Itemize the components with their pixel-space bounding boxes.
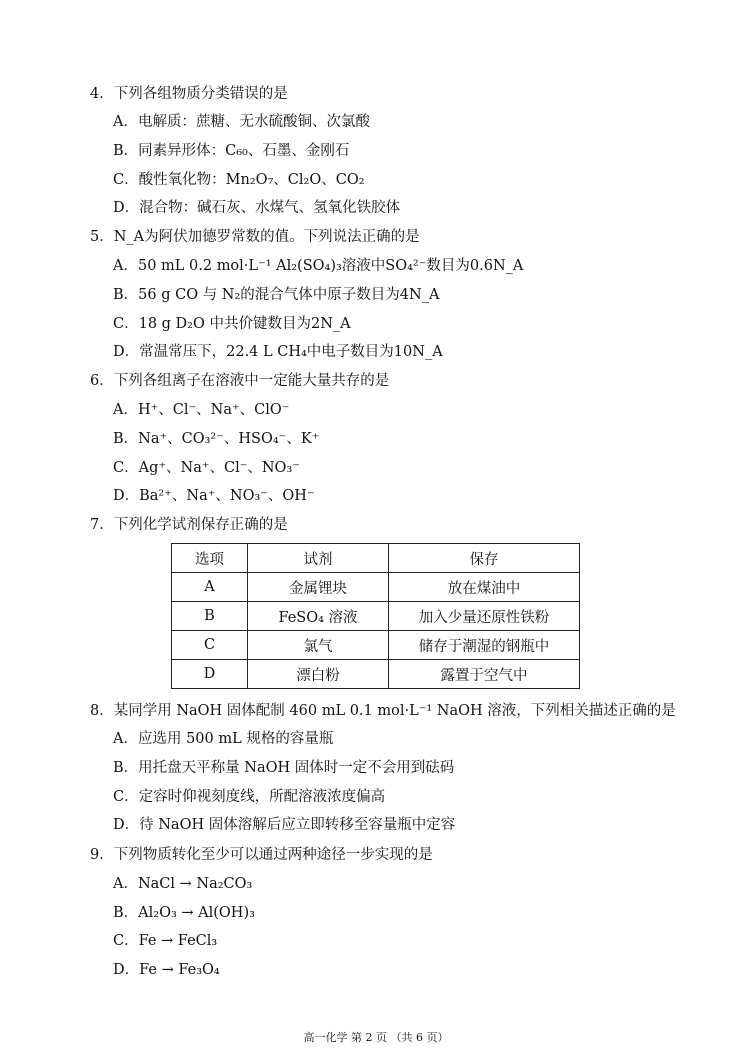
- question-4-stem: 4．下列各组物质分类错误的是: [90, 86, 288, 102]
- question-8-stem: 8．某同学用 NaOH 固体配制 460 mL 0.1 mol·L⁻¹ NaOH 溶液，下列相关描述正确的是: [90, 703, 676, 719]
- question-7-stem: 7．下列化学试剂保存正确的是: [90, 517, 288, 533]
- table-row: [172, 573, 580, 602]
- question-9-stem: 9．下列物质转化至少可以通过两种途径一步实现的是: [90, 847, 433, 863]
- table-cell: C: [172, 631, 248, 660]
- question-6-option-d: D．Ba²⁺、Na⁺、NO₃⁻、OH⁻: [113, 488, 315, 504]
- storage-table: [171, 543, 580, 689]
- table-cell: 露置于空气中: [389, 660, 580, 689]
- table-header-row: [172, 544, 580, 573]
- table-cell: A: [172, 573, 248, 602]
- question-8-option-d: D．待 NaOH 固体溶解后应立即转移至容量瓶中定容: [113, 817, 456, 833]
- table-header-cell: 试剂: [248, 544, 389, 573]
- question-4-option-c: C．酸性氧化物：Mn₂O₇、Cl₂O、CO₂: [113, 172, 365, 188]
- table-header-cell: 选项: [172, 544, 248, 573]
- table-cell: D: [172, 660, 248, 689]
- question-5-option-b: B．56 g CO 与 N₂的混合气体中原子数目为4N_A: [113, 287, 440, 303]
- table-cell: B: [172, 602, 248, 631]
- table-cell: 漂白粉: [248, 660, 389, 689]
- question-9-option-d: D．Fe → Fe₃O₄: [113, 962, 220, 978]
- table-cell: FeSO₄ 溶液: [248, 602, 389, 631]
- question-8-option-a: A．应选用 500 mL 规格的容量瓶: [113, 731, 334, 747]
- table-row: [172, 631, 580, 660]
- question-9-option-c: C．Fe → FeCl₃: [113, 933, 218, 949]
- question-8-option-b: B．用托盘天平称量 NaOH 固体时一定不会用到砝码: [113, 760, 455, 776]
- table-row: [172, 660, 580, 689]
- table-cell: 氯气: [248, 631, 389, 660]
- question-9-option-a: A．NaCl → Na₂CO₃: [113, 876, 253, 892]
- question-5-option-d: D．常温常压下，22.4 L CH₄中电子数目为10N_A: [113, 344, 443, 360]
- table-cell: 金属锂块: [248, 573, 389, 602]
- question-4-option-d: D．混合物：碱石灰、水煤气、氢氧化铁胶体: [113, 200, 401, 216]
- question-6-option-c: C．Ag⁺、Na⁺、Cl⁻、NO₃⁻: [113, 460, 300, 476]
- question-5-stem: 5．N_A为阿伏加德罗常数的值。下列说法正确的是: [90, 229, 420, 245]
- page-footer: 高一化学 第 2 页 （共 6 页）: [303, 1031, 449, 1044]
- question-4-option-b: B．同素异形体：C₆₀、石墨、金刚石: [113, 143, 350, 159]
- table-cell: 放在煤油中: [389, 573, 580, 602]
- question-5-option-a: A．50 mL 0.2 mol·L⁻¹ Al₂(SO₄)₃溶液中SO₄²⁻数目为0.6N_A: [113, 258, 524, 274]
- table-row: [172, 602, 580, 631]
- question-9-option-b: B．Al₂O₃ → Al(OH)₃: [113, 905, 255, 921]
- question-8-option-c: C．定容时仰视刻度线，所配溶液浓度偏高: [113, 789, 386, 805]
- question-6-stem: 6．下列各组离子在溶液中一定能大量共存的是: [90, 373, 390, 389]
- table-header-cell: 保存: [389, 544, 580, 573]
- table-cell: 加入少量还原性铁粉: [389, 602, 580, 631]
- question-6-option-b: B．Na⁺、CO₃²⁻、HSO₄⁻、K⁺: [113, 431, 320, 447]
- question-5-option-c: C．18 g D₂O 中共价键数目为2N_A: [113, 316, 351, 332]
- question-6-option-a: A．H⁺、Cl⁻、Na⁺、ClO⁻: [113, 402, 290, 418]
- question-4-option-a: A．电解质：蔗糖、无水硫酸铜、次氯酸: [113, 114, 370, 130]
- table-cell: 储存于潮湿的钢瓶中: [389, 631, 580, 660]
